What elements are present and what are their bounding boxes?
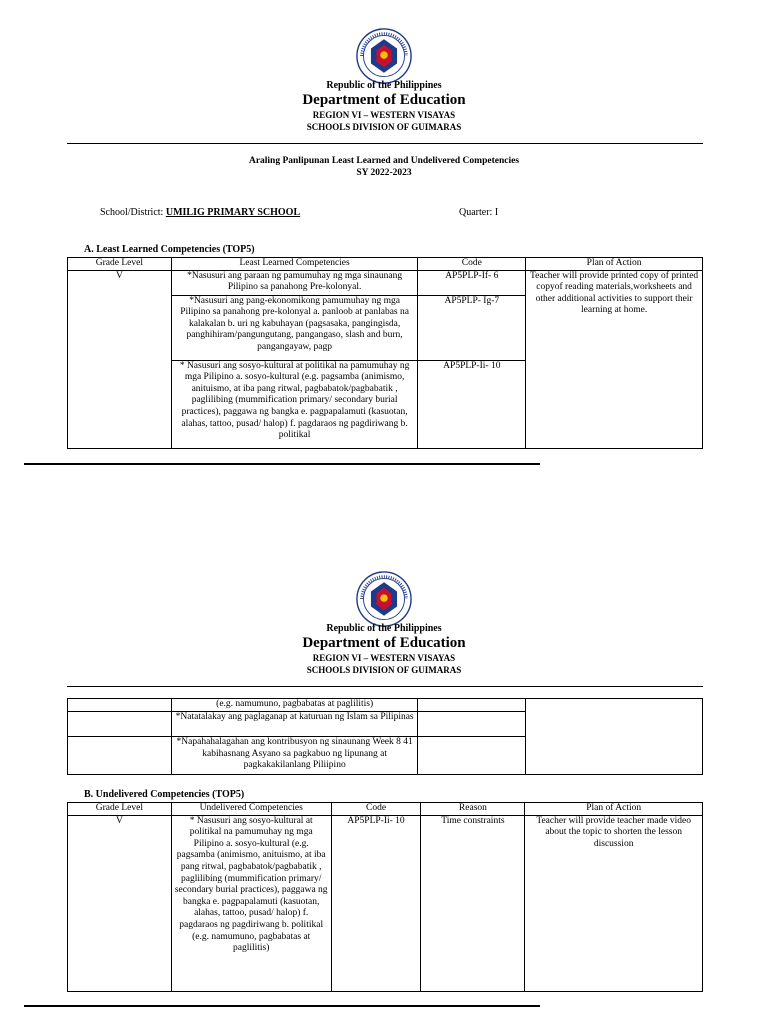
header-divider (67, 686, 703, 687)
competency-cell: * Nasusuri ang sosyo-kultural at politikal na pamumuhay ng mga Pilipino a. sosyo-kultural (e.g. pagsamba (animismo, anituismo, at iba pang ritwal, pagbabatok/pagbabatik , paglilibing (mummification primary/ secondary burial practices), paggawa ng bangka e. pagpapalamuti (kasuotan, alahas, tattoo, pusad/ halop) f. pagdaraos ng pagdiriwang b. politikal (e.g. namumuno, pagbabatas at paglilitis) (171, 815, 331, 991)
table-row (68, 699, 703, 712)
deped-seal-logo (356, 28, 412, 84)
header-code: Code (331, 803, 421, 816)
competency-cell: (e.g. namumuno, pagbabatas at paglilitis) (171, 699, 418, 712)
header-grade: Grade Level (68, 258, 172, 271)
undelivered-table (67, 802, 703, 992)
code-cell: AP5PLP- Ig-7 (418, 295, 526, 360)
code-cell: AP5PLP-Ii- 10 (331, 815, 421, 991)
header-divider (67, 143, 703, 144)
republic-line: Republic of the Philippines (326, 623, 442, 634)
code-cell: AP5PLP-If- 6 (418, 270, 526, 295)
competency-cell: * Nasusuri ang sosyo-kultural at politikal na pamumuhay ng mga Pilipino a. sosyo-kultural (e.g. pagsamba (animismo, anituismo, at iba pang ritwal, pagbabatok/pagbabatik , paglilibing (mummification primary/ secondary burial practices), paggawa ng bangka e. pagpapalamuti (kasuotan, alahas, tattoo, pusad/ halop) f. pagdaraos ng pagdiriwang b. politikal (171, 360, 418, 448)
division-line: SCHOOLS DIVISION OF GUIMARAS (306, 122, 462, 132)
competency-cell: *Nasusuri ang pang-ekonomikong pamumuhay ng mga Pilipino sa panahong pre-kolonyal a. panloob at panlabas na kalakalan b. uri ng kabuhayan (pagsasaka, pangingisda, panghihiram/pangungutang, pangangaso, slash and burn, pangangayaw, pagp (171, 295, 418, 360)
plan-cell (526, 699, 703, 775)
grade-cell (68, 737, 172, 775)
table-header-row (68, 803, 703, 816)
page-break-line (24, 463, 540, 465)
header-plan: Plan of Action (526, 258, 703, 271)
department-title: Department of Education (302, 635, 466, 651)
code-cell (418, 699, 526, 712)
competency-cell: *Napahahalagahan ang kontribusyon ng sinaunang Week 8 41 kabihasnang Asyano sa pagkabuo ng lipunang at pagkakakilanlang Piliipino (171, 737, 418, 775)
code-cell: AP5PLP-Ii- 10 (418, 360, 526, 448)
table-header-row (68, 258, 703, 271)
republic-line: Republic of the Philippines (326, 80, 442, 91)
document-title: Araling Panlipunan Least Learned and Undelivered Competencies (248, 156, 520, 166)
division-line: SCHOOLS DIVISION OF GUIMARAS (306, 665, 462, 675)
least-learned-table-continued (67, 698, 703, 775)
table-row (68, 270, 703, 295)
page-break-line (24, 1005, 540, 1007)
reason-cell: Time constraints (421, 815, 525, 991)
region-line: REGION VI – WESTERN VISAYAS (312, 110, 456, 120)
code-cell (418, 737, 526, 775)
school-name: UMILIG PRIMARY SCHOOL (165, 207, 301, 218)
header-competency: Undelivered Competencies (171, 803, 331, 816)
grade-cell (68, 712, 172, 737)
competency-cell: *Nasusuri ang paraan ng pamumuhay ng mga sinaunang Pilipino sa panahong Pre-kolonyal. (171, 270, 418, 295)
header-grade: Grade Level (68, 803, 172, 816)
grade-cell: V (68, 815, 172, 991)
header-reason: Reason (421, 803, 525, 816)
plan-cell: Teacher will provide printed copy of printed copyof reading materials,worksheets and other additional activities to support their learning at home. (526, 270, 703, 448)
school-district-row (100, 207, 300, 218)
least-learned-table (67, 257, 703, 449)
section-b-title: B. Undelivered Competencies (TOP5) (84, 789, 245, 800)
header-plan: Plan of Action (525, 803, 703, 816)
section-a-title: A. Least Learned Competencies (TOP5) (84, 244, 255, 255)
grade-cell: V (68, 270, 172, 448)
competency-cell: *Natatalakay ang paglaganap at katuruan ng Islam sa Pilipinas (171, 712, 418, 737)
code-cell (418, 712, 526, 737)
quarter-label: Quarter: I (459, 207, 499, 218)
department-title: Department of Education (302, 92, 466, 108)
deped-seal-logo (356, 571, 412, 627)
plan-cell: Teacher will provide teacher made video about the topic to shorten the lesson discussion (525, 815, 703, 991)
grade-cell (68, 699, 172, 712)
header-competency: Least Learned Competencies (171, 258, 418, 271)
header-code: Code (418, 258, 526, 271)
table-row (68, 815, 703, 991)
school-label: School/District: (100, 207, 164, 218)
region-line: REGION VI – WESTERN VISAYAS (312, 653, 456, 663)
school-year: SY 2022-2023 (356, 168, 412, 178)
